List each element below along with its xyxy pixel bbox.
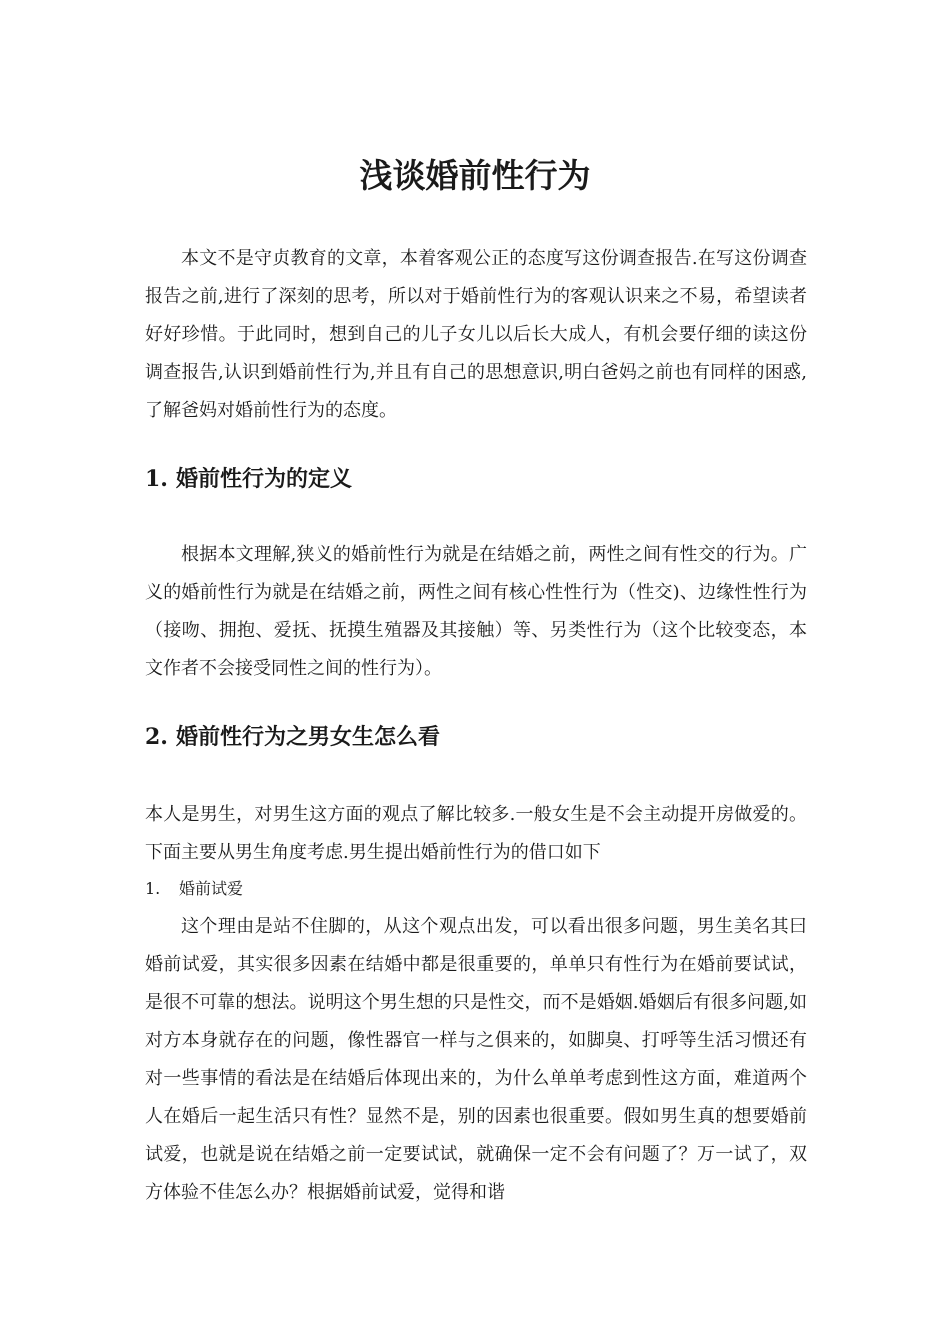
section-1-number: 1. (145, 466, 168, 492)
section-2-number: 2. (145, 724, 168, 750)
list-item (145, 874, 807, 904)
section-1-paragraph: 根据本文理解,狭义的婚前性行为就是在结婚之前，两性之间有性交的行为。广义的婚前性行为就是在结婚之前，两性之间有核心性性行为（性交)、边缘性性行为（接吻、拥抱、爱抚、抚摸生殖器及其接触）等、另类性行为（这个比较变态，本文作者不会接受同性之间的性行为）。 (145, 544, 807, 679)
section-2-paragraph: 本人是男生，对男生这方面的观点了解比较多.一般女生是不会主动提开房做爱的。下面主要从男生角度考虑.男生提出婚前性行为的借口如下 (145, 804, 807, 863)
section-1-title: 婚前性行为的定义 (175, 466, 352, 492)
list-item-number: 1. (145, 879, 161, 898)
intro-paragraph: 本文不是守贞教育的文章，本着客观公正的态度写这份调查报告.在写这份调查报告之前,进行了深刻的思考，所以对于婚前性行为的客观认识来之不易，希望读者好好珍惜。于此同时，想到自己的儿子女儿以后长大成人，有机会要仔细的读这份调查报告,认识到婚前性行为,并且有自己的思想意识,明白爸妈之前也有同样的困惑,了解爸妈对婚前性行为的态度。 (145, 248, 807, 421)
section-2-heading (145, 720, 807, 754)
document-title: 浅谈婚前性行为 (359, 156, 591, 195)
list-item-paragraph: 这个理由是站不住脚的，从这个观点出发，可以看出很多问题，男生美名其曰婚前试爱，其实很多因素在结婚中都是很重要的，单单只有性行为在婚前要试试，是很不可靠的想法。说明这个男生想的只是性交，而不是婚姻.婚姻后有很多问题,如对方本身就存在的问题，像性器官一样与之俱来的，如脚臭、打呼等生活习惯还有对一些事情的看法是在结婚后体现出来的，为什么单单考虑到性这方面，难道两个人在婚后一起生活只有性？显然不是，别的因素也很重要。假如男生真的想要婚前试爱，也就是说在结婚之前一定要试试，就确保一定不会有问题了？万一试了，双方体验不佳怎么办？根据婚前试爱，觉得和谐 (145, 916, 807, 1203)
section-2-title: 婚前性行为之男女生怎么看 (175, 724, 440, 750)
section-1-heading (145, 462, 807, 496)
list-item-label: 婚前试爱 (179, 879, 244, 898)
